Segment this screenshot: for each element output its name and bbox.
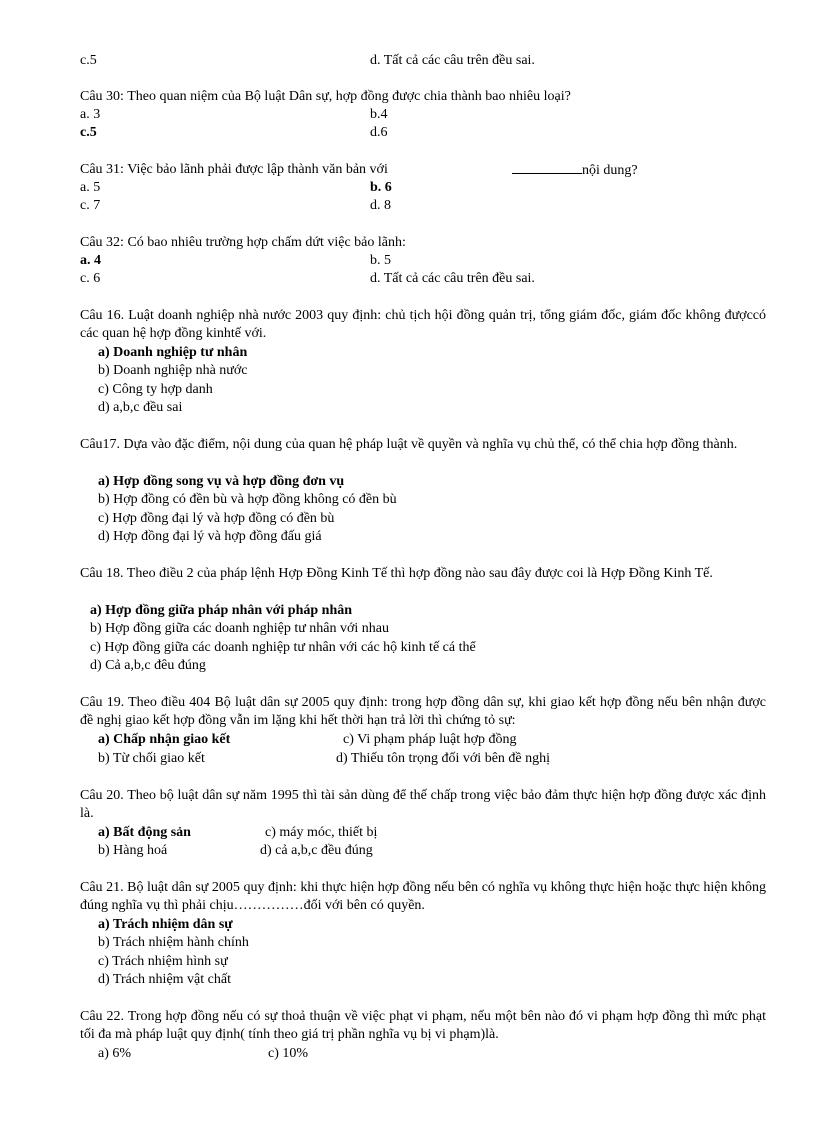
q31-stem-post: nội dung? [582, 163, 638, 178]
q17-option-a-answer: a) Hợp đồng song vụ và hợp đồng đơn vụ [98, 474, 345, 489]
q31-option-d: d. 8 [370, 198, 391, 213]
q30-option-d: d.6 [370, 125, 388, 140]
q17-option-d: d) Hợp đồng đại lý và hợp đồng đấu giá [98, 529, 322, 544]
q20-option-b: b) Hàng hoá [98, 843, 168, 858]
q31-stem-start: Câu 31: Việc bảo lãnh phải được lập thành văn bản với [80, 162, 388, 177]
q30-option-b: b.4 [370, 107, 388, 122]
q16-option-a-answer: a) Doanh nghiệp tư nhân [98, 345, 248, 360]
q16-option-d: d) a,b,c đều sai [98, 400, 183, 415]
q22-option-c: c) 10% [268, 1046, 309, 1061]
q31-stem-end [512, 161, 638, 179]
q30-stem: Câu 30: Theo quan niệm của Bộ luật Dân sự, hợp đồng được chia thành bao nhiêu loại? [80, 89, 571, 104]
q31-option-a: a. 5 [80, 180, 101, 195]
q18-option-b: b) Hợp đồng giữa các doanh nghiệp tư nhân với nhau [90, 621, 390, 636]
q20-option-d: d) cả a,b,c đều đúng [260, 843, 373, 858]
q32-option-c: c. 6 [80, 271, 101, 286]
q20-option-a-answer: a) Bất động sản [98, 825, 191, 840]
q17-stem: Câu17. Dựa vào đặc điểm, nội dung của quan hệ pháp luật về quyền và nghĩa vụ chủ thể, có thể chia hợp đồng thành. [80, 437, 738, 452]
q32-stem: Câu 32: Có bao nhiêu trường hợp chấm dứt việc bảo lãnh: [80, 235, 406, 250]
q21-option-a-answer: a) Trách nhiệm dân sự [98, 917, 233, 932]
q20-stem: Câu 20. Theo bộ luật dân sự năm 1995 thì tài sản dùng để thế chấp trong việc bảo đảm thực hiện hợp đồng được xác định là. [80, 788, 766, 821]
q30-option-c-answer: c.5 [80, 125, 97, 140]
q31-option-b-answer: b. 6 [370, 180, 392, 195]
q30-option-a: a. 3 [80, 107, 101, 122]
q19-option-a-answer: a) Chấp nhận giao kết [98, 732, 231, 747]
q32-option-d: d. Tất cả các câu trên đều sai. [370, 271, 535, 286]
q18-option-a-answer: a) Hợp đồng giữa pháp nhân với pháp nhân [90, 603, 353, 618]
q31-blank [512, 161, 582, 174]
q29-option-d: d. Tất cả các câu trên đều sai. [370, 53, 535, 68]
q22-stem: Câu 22. Trong hợp đồng nếu có sự thoả thuận về việc phạt vi phạm, nếu một bên nào đó vi phạm hợp đồng thì mức phạt tối đa mà pháp luật quy định( tính theo giá trị phần nghĩa vụ bị vi phạm)là. [80, 1009, 766, 1042]
q17-option-c: c) Hợp đồng đại lý và hợp đồng có đền bù [98, 511, 335, 526]
q29-option-c: c.5 [80, 53, 97, 68]
q18-option-c: c) Hợp đồng giữa các doanh nghiệp tư nhân với các hộ kinh tế cá thể [90, 640, 476, 655]
q17-option-b: b) Hợp đồng có đền bù và hợp đồng không có đền bù [98, 492, 397, 507]
q20-option-c: c) máy móc, thiết bị [265, 825, 378, 840]
q19-option-c: c) Vi phạm pháp luật hợp đồng [343, 732, 517, 747]
q16-option-c: c) Công ty hợp danh [98, 382, 213, 397]
q21-stem: Câu 21. Bộ luật dân sự 2005 quy định: khi thực hiện hợp đồng nếu bên có nghĩa vụ không thực hiện hoặc thực hiện không đúng nghĩa vụ thì phải chịu……………đối với bên có quyền. [80, 880, 766, 913]
q19-option-b: b) Từ chối giao kết [98, 751, 205, 766]
q21-option-d: d) Trách nhiệm vật chất [98, 972, 231, 987]
q19-stem: Câu 19. Theo điều 404 Bộ luật dân sự 2005 quy định: trong hợp đồng dân sự, khi giao kết hợp đồng nếu bên nhận được đề nghị giao kết hợp đồng vẫn im lặng khi hết thời hạn trả lời thì chứng tỏ sự: [80, 695, 766, 728]
q16-stem: Câu 16. Luật doanh nghiệp nhà nước 2003 quy định: chủ tịch hội đồng quản trị, tổng giám đốc, giám đốc không đượccó các quan hệ hợp đồng kinhtế với. [80, 308, 766, 341]
q16-option-b: b) Doanh nghiệp nhà nước [98, 363, 248, 378]
q22-option-a: a) 6% [98, 1046, 132, 1061]
q21-option-c: c) Trách nhiệm hình sự [98, 954, 228, 969]
q32-option-b: b. 5 [370, 253, 391, 268]
q32-option-a-answer: a. 4 [80, 253, 101, 268]
q31-option-c: c. 7 [80, 198, 101, 213]
q18-stem: Câu 18. Theo điều 2 của pháp lệnh Hợp Đồng Kinh Tế thì hợp đồng nào sau đây được coi là Hợp Đồng Kinh Tế. [80, 566, 713, 581]
q18-option-d: d) Cả a,b,c đêu đúng [90, 658, 206, 673]
q19-option-d: d) Thiếu tôn trọng đối với bên đề nghị [336, 751, 551, 766]
q21-option-b: b) Trách nhiệm hành chính [98, 935, 249, 950]
